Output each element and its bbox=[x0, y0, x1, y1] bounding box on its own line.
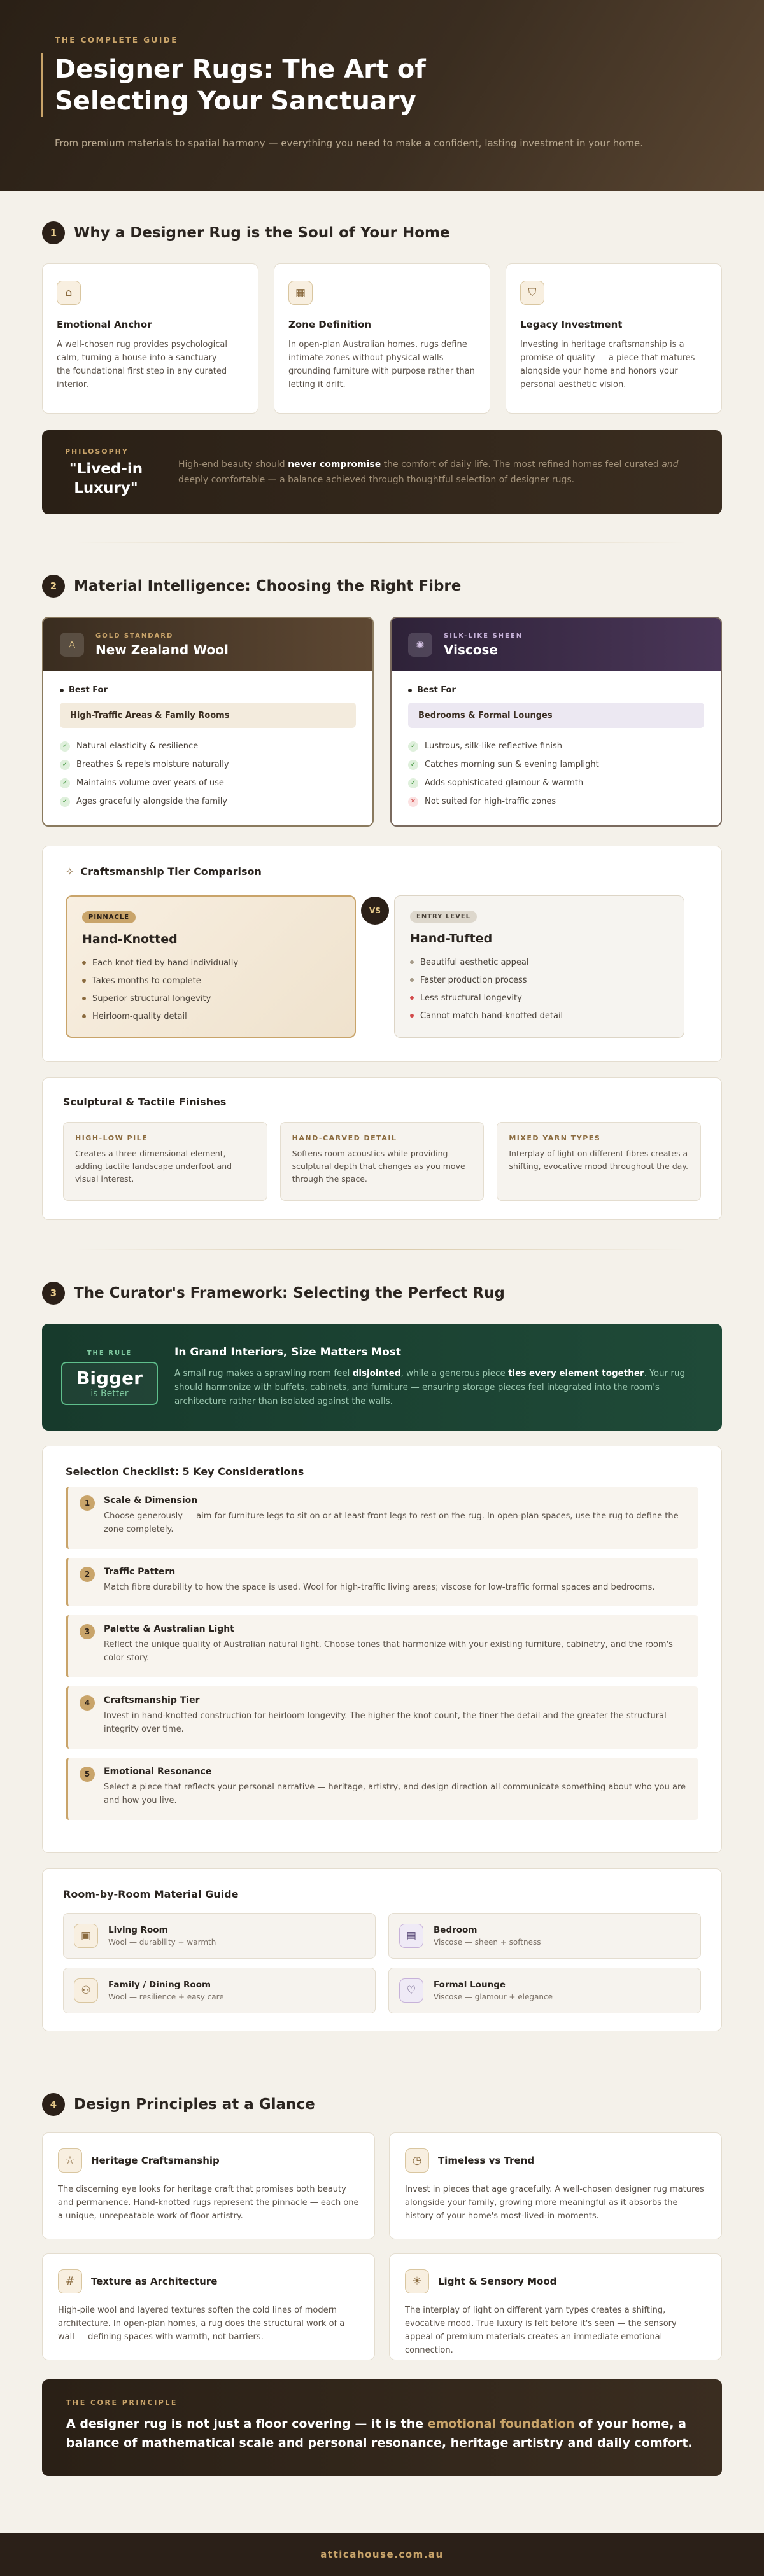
reason-card bbox=[506, 263, 722, 414]
principle-card bbox=[389, 2132, 722, 2239]
tier-pill: ENTRY LEVEL bbox=[410, 911, 477, 923]
checklist-number: 4 bbox=[80, 1695, 95, 1711]
feature-text: Maintains volume over years of use bbox=[76, 778, 224, 788]
core-principle-banner bbox=[42, 2379, 722, 2476]
room-material: Wool — resilience + easy care bbox=[108, 1992, 224, 2001]
rule-title: In Grand Interiors, Size Matters Most bbox=[174, 1346, 402, 1359]
box-title-text: Craftsmanship Tier Comparison bbox=[80, 865, 262, 878]
fibre-header bbox=[43, 618, 372, 671]
feature-list bbox=[408, 737, 704, 811]
finish-card bbox=[497, 1122, 701, 1201]
room-material: Viscose — sheen + softness bbox=[434, 1938, 541, 1947]
room-list bbox=[63, 1913, 701, 2013]
finish-card bbox=[280, 1122, 485, 1201]
room-item bbox=[63, 1968, 376, 2013]
tier-name: Hand-Knotted bbox=[82, 932, 178, 946]
principle-header bbox=[58, 2148, 359, 2173]
principle-card bbox=[389, 2253, 722, 2360]
card-text: A well-chosen rug provides psychological calm, turning a house into a sanctuary — the foundational first step in any curated interior. bbox=[57, 340, 228, 389]
philosophy-word: "Lived-in Luxury" bbox=[69, 460, 143, 496]
finish-title: HIGH-LOW PILE bbox=[75, 1134, 148, 1142]
philosophy-label bbox=[65, 447, 160, 498]
section-framework bbox=[0, 1282, 764, 2031]
tier-item: Superior structural longevity bbox=[82, 990, 339, 1007]
section-number: 4 bbox=[42, 2093, 65, 2116]
feature-text: Catches morning sun & evening lamplight bbox=[425, 760, 599, 769]
room-material: Viscose — glamour + elegance bbox=[434, 1992, 553, 2001]
tier-pill: PINNACLE bbox=[82, 911, 136, 923]
tier-item: Each knot tied by hand individually bbox=[82, 954, 339, 972]
section-title: Why a Designer Rug is the Soul of Your Home bbox=[74, 225, 450, 241]
text-part: A designer rug is not just a floor covering — it is the bbox=[66, 2417, 428, 2431]
best-for-label: Best For bbox=[408, 685, 704, 695]
tier-row bbox=[66, 895, 698, 1038]
rule-small: is Better bbox=[90, 1388, 129, 1399]
fibre-eyebrow: SILK-LIKE SHEEN bbox=[444, 632, 523, 640]
fibre-card-viscose bbox=[390, 617, 722, 827]
hero-subtitle: From premium materials to spatial harmony — everything you need to make a confident, lasting investment in your home. bbox=[55, 137, 644, 149]
checklist-item bbox=[66, 1686, 698, 1749]
feature-item bbox=[60, 792, 356, 811]
checklist-number: 2 bbox=[80, 1567, 95, 1582]
section-title: Material Intelligence: Choosing the Right Fibre bbox=[74, 578, 462, 594]
hero-eyebrow: THE COMPLETE GUIDE bbox=[55, 36, 178, 45]
feature-list bbox=[60, 737, 356, 811]
finish-text: Creates a three-dimensional element, adding tactile landscape underfoot and visual interest. bbox=[75, 1149, 232, 1184]
checklist-number: 3 bbox=[80, 1624, 95, 1639]
checklist-text: Select a piece that reflects your personal narrative — heritage, artistry, and design direction all communicate something about who you are and how you live. bbox=[104, 1782, 686, 1805]
reason-cards bbox=[42, 263, 722, 414]
star-icon: ☆ bbox=[58, 2148, 82, 2173]
feature-text: Adds sophisticated glamour & warmth bbox=[425, 778, 584, 788]
section-number: 1 bbox=[42, 221, 65, 244]
feature-item bbox=[408, 737, 704, 755]
finishes-box bbox=[42, 1077, 722, 1220]
card-title: Emotional Anchor bbox=[57, 319, 152, 330]
tier-item: Less structural longevity bbox=[410, 989, 668, 1007]
tier-item: Heirloom-quality detail bbox=[82, 1007, 339, 1025]
text-part: deeply comfortable — a balance achieved through thoughtful selection of designer rugs. bbox=[178, 475, 575, 485]
text-emphasis: never compromise bbox=[288, 459, 381, 470]
principle-text: High-pile wool and layered textures soften the cold lines of modern architecture. In open-plan homes, a rug does the structural work of a wall — defining spaces with warmth, not barriers. bbox=[58, 2306, 345, 2342]
checklist-item bbox=[66, 1487, 698, 1549]
feature-item bbox=[408, 774, 704, 792]
text-part: A small rug makes a sprawling room feel bbox=[174, 1368, 353, 1378]
vs-badge: VS bbox=[361, 897, 389, 925]
section-principles bbox=[0, 2093, 764, 2476]
philosophy-banner bbox=[42, 430, 722, 514]
finish-title: HAND-CARVED DETAIL bbox=[292, 1134, 397, 1142]
checklist-number: 1 bbox=[80, 1495, 95, 1511]
check-icon: ✓ bbox=[60, 760, 70, 770]
section-materials bbox=[0, 575, 764, 1220]
tier-item: Cannot match hand-knotted detail bbox=[410, 1007, 668, 1025]
text-part: . Your rug should harmonize with buffets, cabinets, and furniture — ensuring storage pieces feel integrated into the room's architecture rather than isolated against the walls. bbox=[174, 1368, 686, 1406]
feature-text: Not suited for high-traffic zones bbox=[425, 797, 556, 806]
checklist-title: Scale & Dimension bbox=[104, 1495, 198, 1506]
principle-card bbox=[42, 2253, 375, 2360]
feature-text: Breathes & repels moisture naturally bbox=[76, 760, 229, 769]
grid-icon: ▦ bbox=[288, 281, 313, 305]
section-header bbox=[42, 2093, 722, 2116]
rule-content bbox=[174, 1346, 703, 1408]
section-title: The Curator's Framework: Selecting the Perfect Rug bbox=[74, 1285, 505, 1301]
tier-card-hand-tufted bbox=[394, 895, 684, 1038]
feature-text: Natural elasticity & resilience bbox=[76, 741, 199, 751]
section-why bbox=[0, 221, 764, 514]
tier-comparison bbox=[42, 846, 722, 1062]
page-title: Designer Rugs: The Art of Selecting Your Sanctuary bbox=[41, 53, 448, 117]
rule-label bbox=[61, 1350, 158, 1405]
selection-checklist bbox=[42, 1446, 722, 1853]
hash-icon: # bbox=[58, 2269, 82, 2293]
sparkle-icon: ✧ bbox=[66, 865, 74, 878]
section-header bbox=[42, 1282, 722, 1305]
section-number: 2 bbox=[42, 575, 65, 598]
finish-text: Softens room acoustics while providing sculptural depth that changes as you move through the space. bbox=[292, 1149, 465, 1184]
cross-icon: ✕ bbox=[408, 797, 418, 807]
card-title: Legacy Investment bbox=[520, 319, 623, 330]
finish-title: MIXED YARN TYPES bbox=[509, 1134, 601, 1142]
text-part: of your home, a balance of mathematical scale and personal resonance, heritage artistry and daily comfort. bbox=[66, 2417, 693, 2450]
checklist-number: 5 bbox=[80, 1767, 95, 1782]
reason-card bbox=[42, 263, 258, 414]
tier-item: Beautiful aesthetic appeal bbox=[410, 953, 668, 971]
principle-header bbox=[405, 2269, 706, 2293]
principle-text: The interplay of light on different yarn types creates a shifting, evocative mood. True luxury is felt before it's seen — the sensory appeal of premium materials creates an immediate emotional connection. bbox=[405, 2306, 677, 2355]
feature-text: Lustrous, silk-like reflective finish bbox=[425, 741, 563, 751]
best-for-tag: Bedrooms & Formal Lounges bbox=[408, 703, 704, 728]
check-icon: ✓ bbox=[60, 778, 70, 788]
feature-text: Ages gracefully alongside the family bbox=[76, 797, 228, 806]
principle-text: Invest in pieces that age gracefully. A well-chosen designer rug matures alongside your family, growing more meaningful as it absorbs the history of your home's most-lived-in moments. bbox=[405, 2185, 704, 2221]
text-italic: and bbox=[661, 459, 679, 470]
fibre-card-wool bbox=[42, 617, 374, 827]
rule-eyebrow: THE RULE bbox=[87, 1349, 132, 1357]
family-icon: ⚇ bbox=[74, 1978, 98, 2003]
sofa-icon: ▣ bbox=[74, 1924, 98, 1948]
check-icon: ✓ bbox=[60, 741, 70, 752]
card-text: In open-plan Australian homes, rugs define intimate zones without physical walls — grounding furniture with purpose rather than letting it drift. bbox=[288, 340, 475, 389]
fibre-body bbox=[43, 671, 372, 825]
reason-card bbox=[274, 263, 490, 414]
checklist-text: Reflect the unique quality of Australian natural light. Choose tones that harmonize with your existing furniture, cabinetry, and the room's color story. bbox=[104, 1640, 673, 1663]
room-item bbox=[388, 1913, 701, 1959]
text-part: , while a generous piece bbox=[400, 1368, 509, 1378]
room-name: Family / Dining Room bbox=[108, 1980, 211, 1990]
check-icon: ✓ bbox=[60, 797, 70, 807]
clock-icon: ◷ bbox=[405, 2148, 429, 2173]
rule-banner bbox=[42, 1324, 722, 1431]
box-title bbox=[66, 865, 698, 878]
section-number: 3 bbox=[42, 1282, 65, 1305]
tier-item: Takes months to complete bbox=[82, 972, 339, 990]
section-title: Design Principles at a Glance bbox=[74, 2096, 315, 2113]
home-icon: ⌂ bbox=[57, 281, 81, 305]
box-title: Selection Checklist: 5 Key Considerations bbox=[66, 1466, 304, 1478]
hero bbox=[0, 0, 764, 191]
fibre-name: Viscose bbox=[444, 641, 498, 657]
feature-item bbox=[60, 755, 356, 774]
check-icon: ✓ bbox=[408, 760, 418, 770]
checklist-text: Invest in hand-knotted construction for heirloom longevity. The higher the knot count, the finer the detail and the greater the structural integrity over time. bbox=[104, 1711, 667, 1734]
principle-header bbox=[405, 2148, 706, 2173]
footer bbox=[0, 2533, 764, 2576]
principle-cards bbox=[42, 2132, 722, 2360]
room-guide bbox=[42, 1868, 722, 2031]
room-item bbox=[63, 1913, 376, 1959]
sparkle-icon: ✺ bbox=[408, 633, 432, 657]
checklist-title: Palette & Australian Light bbox=[104, 1624, 234, 1634]
principle-title: Heritage Craftsmanship bbox=[91, 2155, 220, 2166]
core-eyebrow: THE CORE PRINCIPLE bbox=[66, 2398, 178, 2407]
principle-title: Timeless vs Trend bbox=[438, 2155, 535, 2166]
fibre-body bbox=[392, 671, 721, 825]
principle-title: Light & Sensory Mood bbox=[438, 2276, 557, 2287]
core-text bbox=[66, 2414, 698, 2453]
principle-title: Texture as Architecture bbox=[91, 2276, 218, 2287]
tier-card-hand-knotted bbox=[66, 895, 356, 1038]
rule-badge bbox=[61, 1362, 158, 1405]
divider bbox=[76, 1249, 688, 1250]
philosophy-eyebrow: PHILOSOPHY bbox=[65, 447, 129, 456]
checklist-item bbox=[66, 1615, 698, 1677]
check-icon: ✓ bbox=[408, 741, 418, 752]
room-material: Wool — durability + warmth bbox=[108, 1938, 216, 1947]
wool-icon: ♙ bbox=[60, 633, 84, 657]
fibre-eyebrow: GOLD STANDARD bbox=[96, 632, 174, 640]
heart-icon: ♡ bbox=[399, 1978, 423, 2003]
divider bbox=[76, 542, 688, 543]
tier-list bbox=[82, 954, 339, 1025]
footer-link[interactable]: atticahouse.com.au bbox=[320, 2549, 444, 2560]
checklist-item bbox=[66, 1558, 698, 1606]
tier-item: Faster production process bbox=[410, 971, 668, 989]
section-header bbox=[42, 575, 722, 598]
fibre-cards bbox=[42, 617, 722, 827]
feature-item bbox=[60, 774, 356, 792]
box-title: Room-by-Room Material Guide bbox=[63, 1888, 239, 1900]
text-emphasis: disjointed bbox=[352, 1368, 401, 1378]
check-icon: ✓ bbox=[408, 778, 418, 788]
text-emphasis: ties every element together bbox=[508, 1368, 644, 1378]
feature-item bbox=[408, 792, 704, 811]
room-item bbox=[388, 1968, 701, 2013]
principle-header bbox=[58, 2269, 359, 2293]
card-text: Investing in heritage craftsmanship is a promise of quality — a piece that matures alongside your home and honors your personal aesthetic vision. bbox=[520, 340, 695, 389]
checklist-title: Emotional Resonance bbox=[104, 1767, 212, 1777]
tier-list bbox=[410, 953, 668, 1025]
principle-card bbox=[42, 2132, 375, 2239]
tier-name: Hand-Tufted bbox=[410, 932, 493, 946]
principle-text: The discerning eye looks for heritage craft that promises both beauty and permanence. Hand-knotted rugs represent the pinnacle — each one a unique, unrepeatable work of floor artistry. bbox=[58, 2185, 359, 2221]
checklist-text: Choose generously — aim for furniture legs to sit on or at least front legs to rest on the rug. In open-plan spaces, use the rug to define the zone completely. bbox=[104, 1511, 679, 1534]
room-name: Living Room bbox=[108, 1925, 168, 1935]
fibre-header bbox=[392, 618, 721, 671]
text-part: High-end beauty should bbox=[178, 459, 288, 470]
checklist-item bbox=[66, 1758, 698, 1820]
best-for-tag: High-Traffic Areas & Family Rooms bbox=[60, 703, 356, 728]
section-header bbox=[42, 221, 722, 244]
best-for-label: Best For bbox=[60, 685, 356, 695]
text-highlight: emotional foundation bbox=[427, 2417, 575, 2431]
philosophy-text bbox=[160, 457, 683, 487]
room-name: Bedroom bbox=[434, 1925, 478, 1935]
fibre-name: New Zealand Wool bbox=[96, 641, 229, 657]
checklist-title: Craftsmanship Tier bbox=[104, 1695, 200, 1705]
sun-icon: ☀ bbox=[405, 2269, 429, 2293]
text-part: the comfort of daily life. The most refined homes feel curated bbox=[381, 459, 662, 470]
card-title: Zone Definition bbox=[288, 319, 372, 330]
checklist-text: Match fibre durability to how the space is used. Wool for high-traffic living areas; viscose for low-traffic formal spaces and bedrooms. bbox=[104, 1583, 655, 1592]
checklist-title: Traffic Pattern bbox=[104, 1567, 176, 1577]
finish-list bbox=[63, 1122, 701, 1201]
box-title: Sculptural & Tactile Finishes bbox=[63, 1096, 227, 1108]
finish-text: Interplay of light on different fibres creates a shifting, evocative mood throughout the day. bbox=[509, 1149, 688, 1171]
rule-text bbox=[174, 1366, 703, 1408]
shield-icon: ⛉ bbox=[520, 281, 544, 305]
feature-item bbox=[60, 737, 356, 755]
rule-big: Bigger bbox=[76, 1367, 143, 1389]
feature-item bbox=[408, 755, 704, 774]
finish-card bbox=[63, 1122, 267, 1201]
bed-icon: ▤ bbox=[399, 1924, 423, 1948]
room-name: Formal Lounge bbox=[434, 1980, 506, 1990]
